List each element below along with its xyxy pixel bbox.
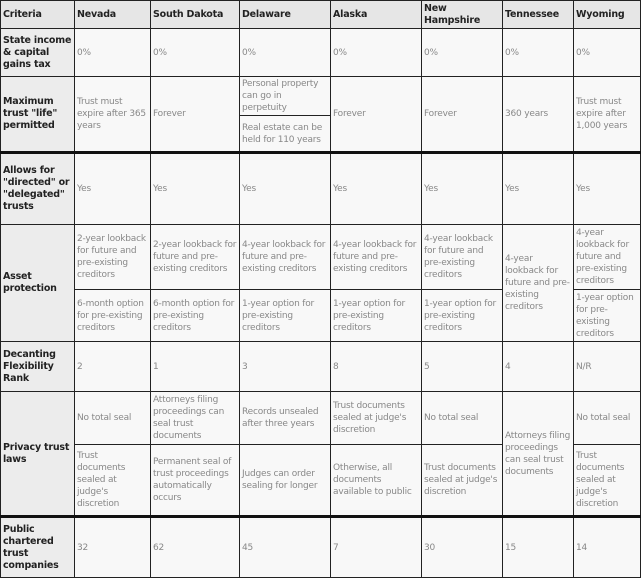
criterion-label: State income & capital gains tax (1, 29, 75, 77)
table-cell: 1 (151, 342, 240, 392)
table-cell: 8 (331, 342, 422, 392)
table-cell: 0% (503, 29, 574, 77)
table-cell: 45 (240, 517, 331, 578)
table-cell: Otherwise, all documents available to public (331, 445, 422, 517)
header-state: Tennessee (503, 1, 574, 29)
table-cell: Forever (331, 77, 422, 153)
table-cell: 3 (240, 342, 331, 392)
table-cell: Yes (240, 153, 331, 225)
header-state: South Dakota (151, 1, 240, 29)
criterion-label: Maximum trust "life" permitted (1, 77, 75, 153)
table-cell: 1-year option for pre-existing creditors (422, 290, 503, 342)
table-cell: 4-year lookback for future and pre-existing creditors (240, 225, 331, 290)
header-state: Wyoming (574, 1, 641, 29)
table-cell: Judges can order sealing for longer (240, 445, 331, 517)
table-cell: Trust documents sealed at judge's discretion (574, 445, 641, 517)
table-cell: 2-year lookback for future and pre-existing creditors (151, 225, 240, 290)
table-cell: 4-year lookback for future and pre-existing creditors (331, 225, 422, 290)
table-row (1, 392, 641, 445)
table-cell: Trust documents sealed at judge's discretion (422, 445, 503, 517)
table-cell: Yes (151, 153, 240, 225)
criterion-label: Asset protection (1, 225, 75, 342)
table-cell: Permanent seal of trust proceedings automatically occurs (151, 445, 240, 517)
table-row (1, 29, 641, 77)
table-cell: 6-month option for pre-existing creditors (151, 290, 240, 342)
table-row (1, 153, 641, 225)
table-cell: 0% (240, 29, 331, 77)
table-cell: Personal property can go in perpetuity (240, 77, 331, 116)
table-cell: 4 (503, 342, 574, 392)
table-cell: 1-year option for pre-existing creditors (331, 290, 422, 342)
table-row (1, 77, 641, 116)
table-cell: Yes (75, 153, 151, 225)
table-cell: 32 (75, 517, 151, 578)
table-cell: Yes (574, 153, 641, 225)
table-cell: 1-year option for pre-existing creditors (240, 290, 331, 342)
table-cell: Trust must expire after 365 years (75, 77, 151, 153)
table-cell: Attorneys filing proceedings can seal trust documents (503, 392, 574, 517)
table-cell: 0% (422, 29, 503, 77)
table-cell: Yes (331, 153, 422, 225)
table-cell: Attorneys filing proceedings can seal trust documents (151, 392, 240, 445)
table-cell: 30 (422, 517, 503, 578)
criterion-label: Privacy trust laws (1, 392, 75, 517)
table-cell: 0% (574, 29, 641, 77)
criterion-label: Decanting Flexibility Rank (1, 342, 75, 392)
table-cell: Records unsealed after three years (240, 392, 331, 445)
header-state: Alaska (331, 1, 422, 29)
table-cell: Forever (151, 77, 240, 153)
header-state: Delaware (240, 1, 331, 29)
table-cell: Trust must expire after 1,000 years (574, 77, 641, 153)
table-cell: 360 years (503, 77, 574, 153)
table-cell: 0% (151, 29, 240, 77)
table-cell: 1-year option for pre-existing creditors (574, 290, 641, 342)
table-cell: 4-year lookback for future and pre-existing creditors (422, 225, 503, 290)
table-cell: No total seal (75, 392, 151, 445)
table-cell: No total seal (574, 392, 641, 445)
table-cell: Yes (422, 153, 503, 225)
table-cell: Trust documents sealed at judge's discretion (75, 445, 151, 517)
table-cell: 6-month option for pre-existing creditors (75, 290, 151, 342)
table-cell: 2-year lookback for future and pre-existing creditors (75, 225, 151, 290)
table-cell: Forever (422, 77, 503, 153)
table-row (1, 517, 641, 578)
table-row (1, 342, 641, 392)
table-row (1, 225, 641, 290)
table-cell: 0% (75, 29, 151, 77)
criterion-label: Public chartered trust companies (1, 517, 75, 578)
header-row (1, 1, 641, 29)
table-cell: 15 (503, 517, 574, 578)
table-cell: Trust documents sealed at judge's discretion (331, 392, 422, 445)
header-state: New Hampshire (422, 1, 503, 29)
table-cell: 4-year lookback for future and pre-existing creditors (574, 225, 641, 290)
header-state: Nevada (75, 1, 151, 29)
table-cell: Yes (503, 153, 574, 225)
table-cell: 5 (422, 342, 503, 392)
table-cell: 62 (151, 517, 240, 578)
header-criteria: Criteria (1, 1, 75, 29)
table-cell: No total seal (422, 392, 503, 445)
table-cell: 7 (331, 517, 422, 578)
criterion-label: Allows for "directed" or "delegated" trusts (1, 153, 75, 225)
table-cell: 4-year lookback for future and pre-existing creditors (503, 225, 574, 342)
table-cell: N/R (574, 342, 641, 392)
table-cell: 0% (331, 29, 422, 77)
table-cell: 14 (574, 517, 641, 578)
table-cell: Real estate can be held for 110 years (240, 116, 331, 153)
table-cell: 2 (75, 342, 151, 392)
